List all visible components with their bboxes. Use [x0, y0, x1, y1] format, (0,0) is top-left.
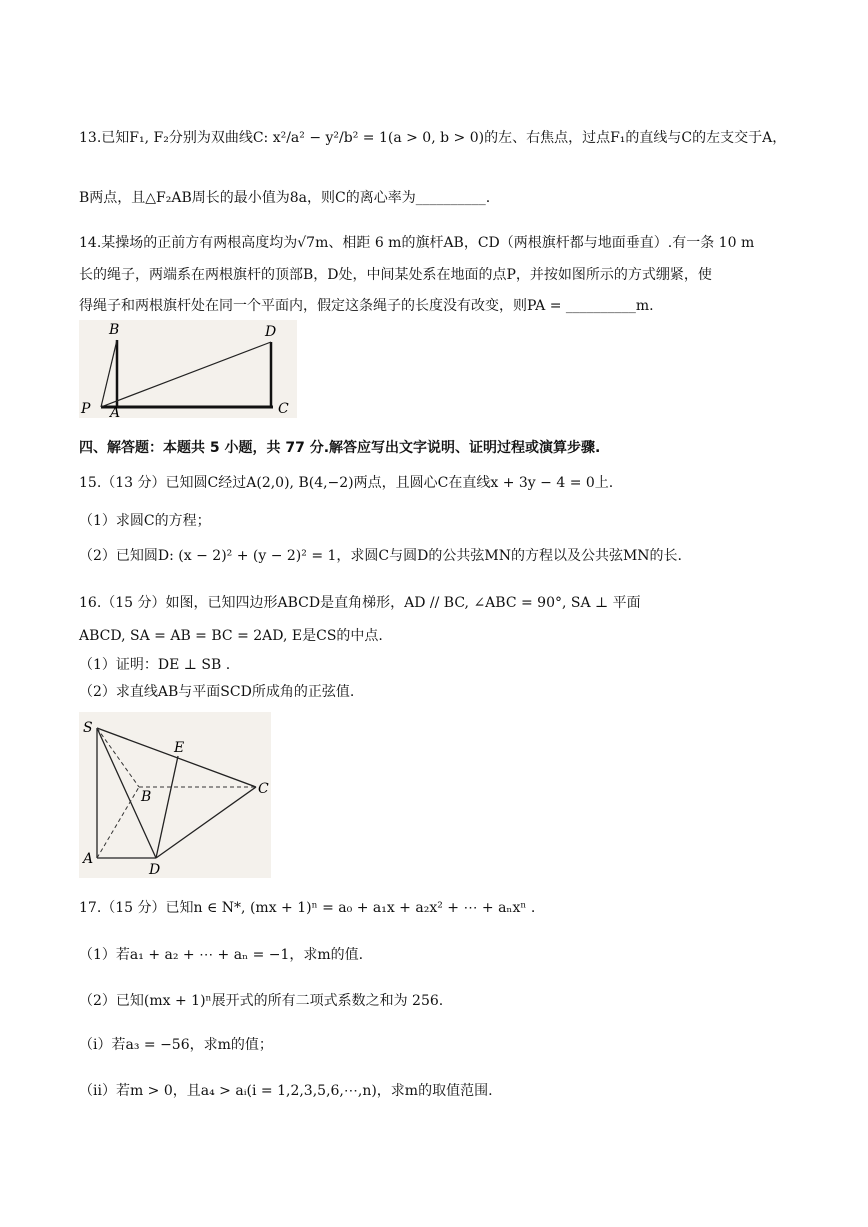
q16-part2: （2）求直线AB与平面SCD所成角的正弦值. — [79, 684, 355, 700]
q13-line1: 13.已知F₁, F₂分别为双曲线C: x²/a² − y²/b² = 1(a > 0, b > 0)的左、右焦点，过点F₁的直线与C的左支交于A， — [79, 130, 787, 146]
q17-sub-i: （i）若a₃ = −56，求m的值； — [79, 1037, 273, 1053]
q14-line2: 长的绳子，两端系在两根旗杆的顶部B，D处，中间某处系在地面的点P，并按如图所示的方式绷紧，使 — [79, 267, 712, 283]
label-d: D — [265, 324, 277, 340]
q17-line1: 17.（15 分）已知n ∈ N*, (mx + 1)ⁿ = a₀ + a₁x + a₂x² + ⋯ + aₙxⁿ . — [79, 900, 536, 916]
q16-line2: ABCD, SA = AB = BC = 2AD, E是CS的中点. — [79, 628, 383, 644]
pyramid-figure — [79, 712, 271, 878]
label-s: S — [83, 720, 93, 736]
q17-part1: （1）若a₁ + a₂ + ⋯ + aₙ = −1，求m的值. — [79, 947, 364, 963]
q13-line2: B两点，且△F₂AB周长的最小值为8a，则C的离心率为__________. — [79, 190, 491, 206]
label-c: C — [278, 401, 289, 417]
label-c: C — [258, 781, 269, 797]
q17-sub-ii: （ii）若m > 0，且a₄ > aᵢ(i = 1,2,3,5,6,⋯,n)，求m的取值范围. — [79, 1083, 493, 1099]
q15-part1: （1）求圆C的方程； — [79, 513, 211, 529]
label-p: P — [81, 401, 91, 417]
pyramid-figure-background — [79, 712, 271, 878]
label-a: A — [110, 405, 121, 418]
label-b: B — [141, 789, 152, 805]
flagpole-figure — [79, 320, 297, 418]
label-b: B — [109, 322, 120, 338]
q14-line1: 14.某操场的正前方有两根高度均为√7m、相距 6 m的旗杆AB，CD（两根旗杆都与地面垂直）.有一条 10 m — [79, 235, 755, 251]
label-e: E — [174, 740, 185, 756]
section-heading: 四、解答题：本题共 5 小题，共 77 分.解答应写出文字说明、证明过程或演算步骤. — [79, 440, 601, 456]
q16-line1: 16.（15 分）如图，已知四边形ABCD是直角梯形，AD // BC, ∠ABC = 90°, SA ⊥ 平面 — [79, 595, 641, 611]
label-d: D — [149, 862, 161, 878]
q15-part2: （2）已知圆D: (x − 2)² + (y − 2)² = 1，求圆C与圆D的公共弦MN的方程以及公共弦MN的长. — [79, 548, 682, 564]
q14-line3: 得绳子和两根旗杆处在同一个平面内，假定这条绳子的长度没有改变，则PA = __________m. — [79, 298, 654, 314]
label-a: A — [83, 851, 94, 867]
q16-part1: （1）证明：DE ⊥ SB . — [79, 657, 231, 673]
q15-line1: 15.（13 分）已知圆C经过A(2,0), B(4,−2)两点，且圆心C在直线x + 3y − 4 = 0上. — [79, 475, 614, 491]
q17-part2: （2）已知(mx + 1)ⁿ展开式的所有二项式系数之和为 256. — [79, 993, 444, 1009]
